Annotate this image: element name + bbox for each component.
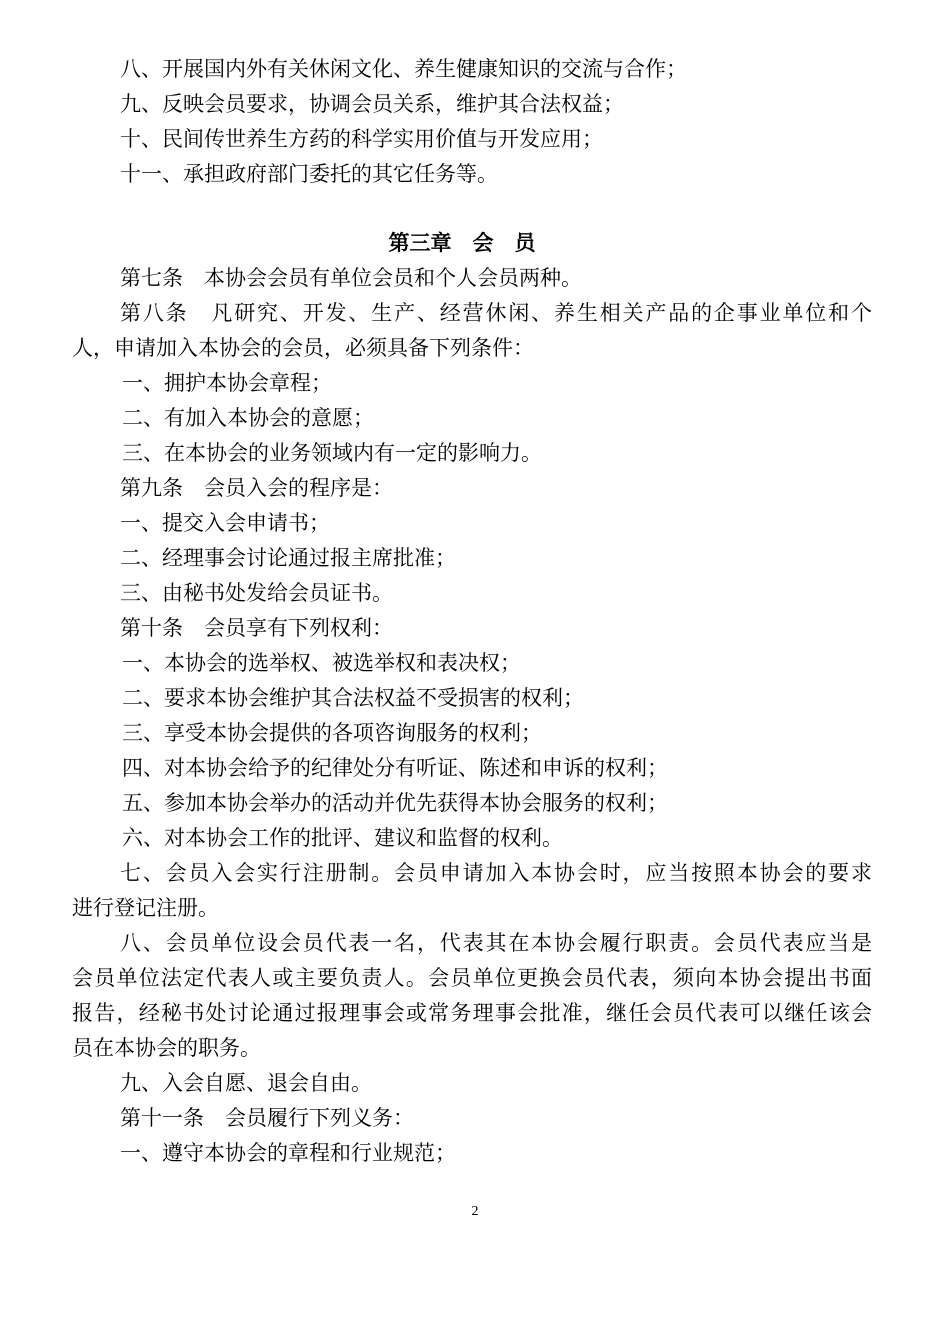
article-8-line-2: 人，申请加入本协会的会员，必须具备下列条件： bbox=[72, 336, 534, 360]
article-10-item-8-line-2: 会员单位法定代表人或主要负责人。会员单位更换会员代表，须向本协会提出书面 bbox=[72, 966, 872, 990]
article-7: 第七条 本协会会员有单位会员和个人会员两种。 bbox=[120, 266, 582, 290]
list-item: 三、享受本协会提供的各项咨询服务的权利； bbox=[122, 721, 542, 745]
section-spacer bbox=[72, 192, 872, 226]
article-10-item-9: 九、入会自愿、退会自由。 bbox=[120, 1071, 372, 1095]
list-item: 六、对本协会工作的批评、建议和监督的权利。 bbox=[122, 826, 563, 850]
list-item: 二、要求本协会维护其合法权益不受损害的权利； bbox=[122, 686, 584, 710]
article-11-title: 第十一条 会员履行下列义务： bbox=[120, 1106, 414, 1130]
list-item: 三、由秘书处发给会员证书。 bbox=[120, 581, 393, 605]
article-10-title: 第十条 会员享有下列权利： bbox=[120, 616, 393, 640]
chapter-heading: 第三章 会 员 bbox=[388, 231, 536, 255]
list-item: 二、有加入本协会的意愿； bbox=[122, 406, 374, 430]
list-item: 八、开展国内外有关休闲文化、养生健康知识的交流与合作； bbox=[120, 57, 687, 81]
list-item: 三、在本协会的业务领域内有一定的影响力。 bbox=[122, 441, 542, 465]
article-10-item-8-line-4: 员在本协会的职务。 bbox=[72, 1036, 261, 1060]
article-10-item-7-line-2: 进行登记注册。 bbox=[72, 896, 219, 920]
page-number: 2 bbox=[471, 1204, 479, 1219]
list-item: 十一、承担政府部门委托的其它任务等。 bbox=[120, 162, 498, 186]
list-item: 一、拥护本协会章程； bbox=[122, 371, 332, 395]
list-item: 九、反映会员要求，协调会员关系，维护其合法权益； bbox=[120, 92, 624, 116]
article-10-item-7-line-1: 七、会员入会实行注册制。会员申请加入本协会时，应当按照本协会的要求 bbox=[120, 861, 872, 885]
list-item: 五、参加本协会举办的活动并优先获得本协会服务的权利； bbox=[122, 791, 668, 815]
list-item: 一、本协会的选举权、被选举权和表决权； bbox=[122, 651, 521, 675]
document-body bbox=[72, 52, 872, 1171]
list-item: 四、对本协会给予的纪律处分有听证、陈述和申诉的权利； bbox=[122, 756, 668, 780]
list-item: 一、提交入会申请书； bbox=[120, 511, 330, 535]
article-9-title: 第九条 会员入会的程序是： bbox=[120, 476, 393, 500]
list-item: 一、遵守本协会的章程和行业规范； bbox=[120, 1141, 456, 1165]
article-8-line-1: 第八条 凡研究、开发、生产、经营休闲、养生相关产品的企事业单位和个 bbox=[120, 301, 872, 325]
article-10-item-8-line-3: 报告，经秘书处讨论通过报理事会或常务理事会批准，继任会员代表可以继任该会 bbox=[72, 1001, 872, 1025]
list-item: 二、经理事会讨论通过报主席批准； bbox=[120, 546, 456, 570]
article-10-item-8-line-1: 八、会员单位设会员代表一名，代表其在本协会履行职责。会员代表应当是 bbox=[120, 931, 872, 955]
list-item: 十、民间传世养生方药的科学实用价值与开发应用； bbox=[120, 127, 603, 151]
